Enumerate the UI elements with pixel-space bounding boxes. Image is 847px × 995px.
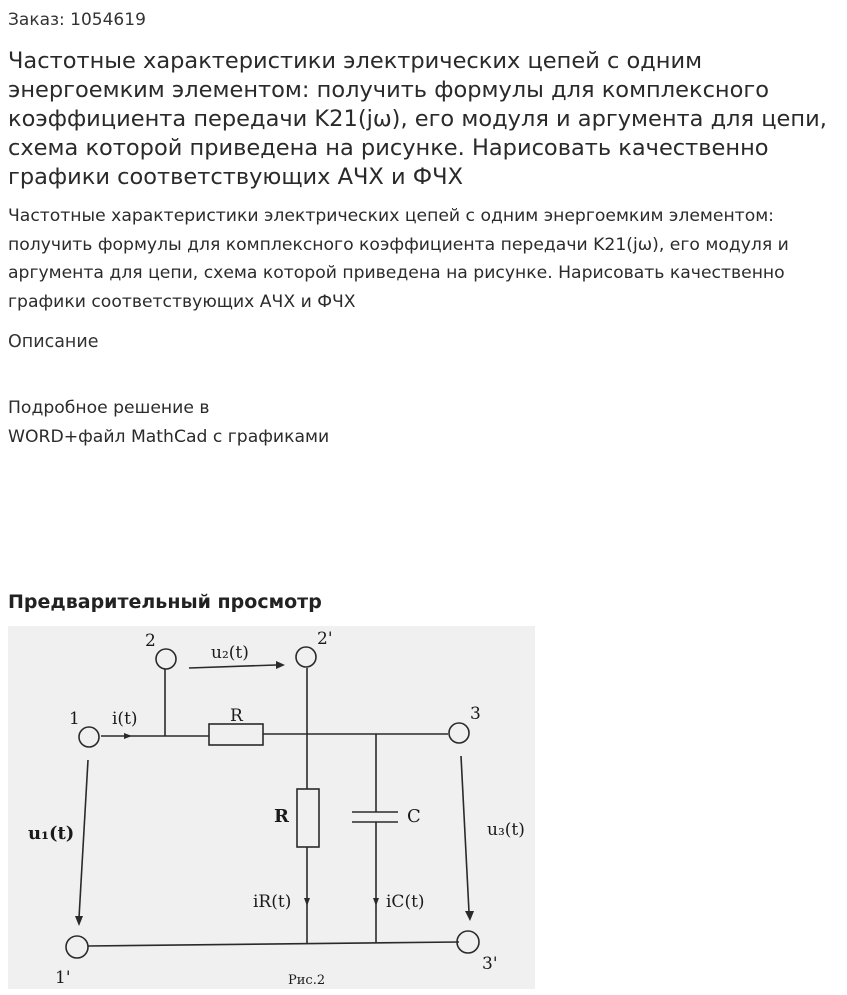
description-text: Частотные характеристики электрических цепей с одним энергоемким элементом: получить формулы для комплексного коэффициента передачи K21(jω), его модуля и аргумента для цепи, схема которой приведена на рисунке. Нарисовать качественно графики соответствующих АЧХ и ФЧХ: [8, 206, 789, 312]
label-iR: iR(t): [253, 892, 292, 912]
preview-heading: Предварительный просмотр: [8, 591, 322, 613]
label-node-3p: 3': [482, 954, 498, 974]
figure-background: [8, 626, 535, 989]
label-R-middle: R: [274, 806, 289, 827]
label-node-1p: 1': [55, 968, 71, 988]
label-i: i(t): [112, 709, 138, 729]
label-u3: u₃(t): [487, 820, 525, 840]
label-node-3: 3: [470, 704, 481, 724]
order-number: Заказ: 1054619: [8, 10, 146, 30]
label-iC: iC(t): [386, 892, 425, 912]
label-node-1: 1: [69, 709, 80, 729]
label-node-2p: 2': [317, 629, 333, 649]
figure-caption: Рис.2: [288, 973, 326, 988]
circuit-preview-image: [8, 626, 535, 989]
section-label: Описание: [8, 332, 99, 352]
label-u2: u₂(t): [211, 643, 249, 663]
label-R-top: R: [230, 706, 243, 726]
label-C: C: [407, 806, 421, 827]
solution-description: [8, 394, 428, 451]
body-line-2: WORD+файл MathCad с графиками: [8, 426, 330, 447]
circuit-diagram: [8, 626, 535, 989]
body-line-1: Подробное решение в: [8, 398, 210, 418]
label-u1: u₁(t): [28, 823, 75, 844]
page-title: Частотные характеристики электрических цепей с одним энергоемким элементом: получить формулы для комплексного коэффициента передачи K21(jω), его модуля и аргумента для цепи, схема которой приведена на рисунке. Нарисовать качественно графики соответствующих АЧХ и ФЧХ: [8, 48, 827, 190]
label-node-2: 2: [145, 631, 156, 651]
